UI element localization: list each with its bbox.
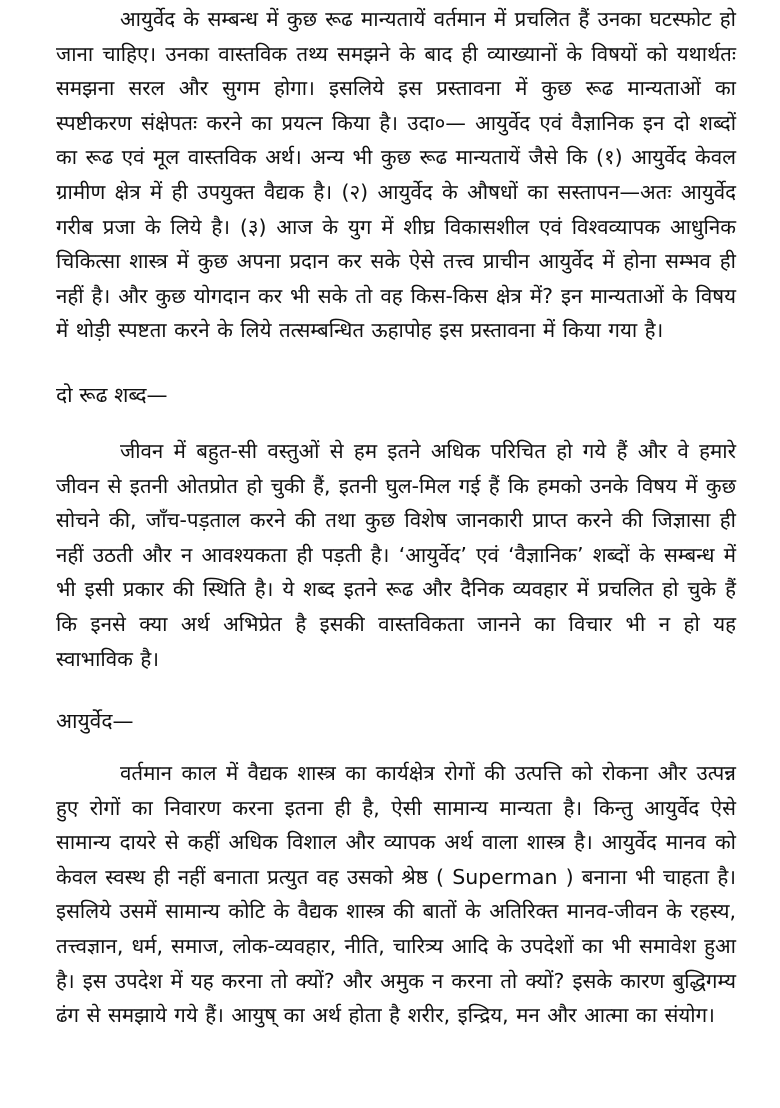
intro-paragraph: आयुर्वेद के सम्बन्ध में कुछ रूढ मान्यतायें वर्तमान में प्रचलित हैं उनका घटस्फोट हो जाना चाहिए। उनका वास्तविक तथ्य समझने के बाद ही व्याख्यानों के विषयों को यथार्थतः समझना सरल और सुगम होगा। इसलिये इस प्रस्तावना में कुछ रूढ मान्यताओं का स्पष्टीकरण संक्षेपतः करने का प्रयत्न किया है। उदा०— आयुर्वेद एवं वैज्ञानिक इन दो शब्दों का रूढ एवं मूल वास्तविक अर्थ। अन्य भी कुछ रूढ मान्यतायें जैसे कि (१) आयुर्वेद केवल ग्रामीण क्षेत्र में ही उपयुक्त वैद्यक है। (२) आयुर्वेद के औषधों का सस्तापन—अतः आयुर्वेद गरीब प्रजा के लिये है। (३) आज के युग में शीघ्र विकासशील एवं विश्वव्यापक आधुनिक चिकित्सा शास्त्र में कुछ अपना प्रदान कर सके ऐसे तत्त्व प्राचीन आयुर्वेद में होना सम्भव ही नहीं है। और कुछ योगदान कर भी सके तो वह किस-किस क्षेत्र में? इन मान्यताओं के विषय में थोड़ी स्पष्टता करने के लिये तत्सम्बन्धित ऊहापोह इस प्रस्तावना में किया गया है।: [56, 7, 736, 343]
section-paragraph-two-conventional-words: जीवन में बहुत-सी वस्तुओं से हम इतने अधिक परिचित हो गये हैं और वे हमारे जीवन से इतनी ओतप्रोत हो चुकी हैं, इतनी घुल-मिल गई हैं कि हमको उनके विषय में कुछ सोचने की, जाँच-पड़ताल करने की तथा कुछ विशेष जानकारी प्राप्त करने की जिज्ञासा ही नहीं उठती और न आवश्यकता ही पड़ती है। ‘आयुर्वेद’ एवं ‘वैज्ञानिक’ शब्दों के सम्बन्ध में भी इसी प्रकार की स्थिति है। ये शब्द इतने रूढ और दैनिक व्यवहार में प्रचलित हो चुके हैं कि इनसे क्या अर्थ अभिप्रेत है इसकी वास्तविकता जानने का विचार भी न हो यह स्वाभाविक है।: [56, 438, 736, 671]
section-heading-two-conventional-words: दो रूढ शब्द—: [56, 382, 168, 407]
section-heading-ayurveda: आयुर्वेद—: [56, 709, 134, 734]
section-paragraph-ayurveda: वर्तमान काल में वैद्यक शास्त्र का कार्यक्षेत्र रोगों की उत्पत्ति को रोकना और उत्पन्न हुए रोगों का निवारण करना इतना ही है, ऐसी सामान्य मान्यता है। किन्तु आयुर्वेद ऐसे सामान्य दायरे से कहीं अधिक विशाल और व्यापक अर्थ वाला शास्त्र है। आयुर्वेद मानव को केवल स्वस्थ ही नहीं बनाता प्रत्युत वह उसको श्रेष्ठ ( Superman ) बनाना भी चाहता है। इसलिये उसमें सामान्य कोटि के वैद्यक शास्त्र की बातों के अतिरिक्त मानव-जीवन के रहस्य, तत्त्वज्ञान, धर्म, समाज, लोक-व्यवहार, नीति, चारित्र्य आदि के उपदेशों का भी समावेश हुआ है। इस उपदेश में यह करना तो क्यों? और अमुक न करना तो क्यों? इसके कारण बुद्धिगम्य ढंग से समझाये गये हैं। आयुष् का अर्थ होता है शरीर, इन्द्रिय, मन और आत्मा का संयोग।: [56, 761, 736, 1028]
